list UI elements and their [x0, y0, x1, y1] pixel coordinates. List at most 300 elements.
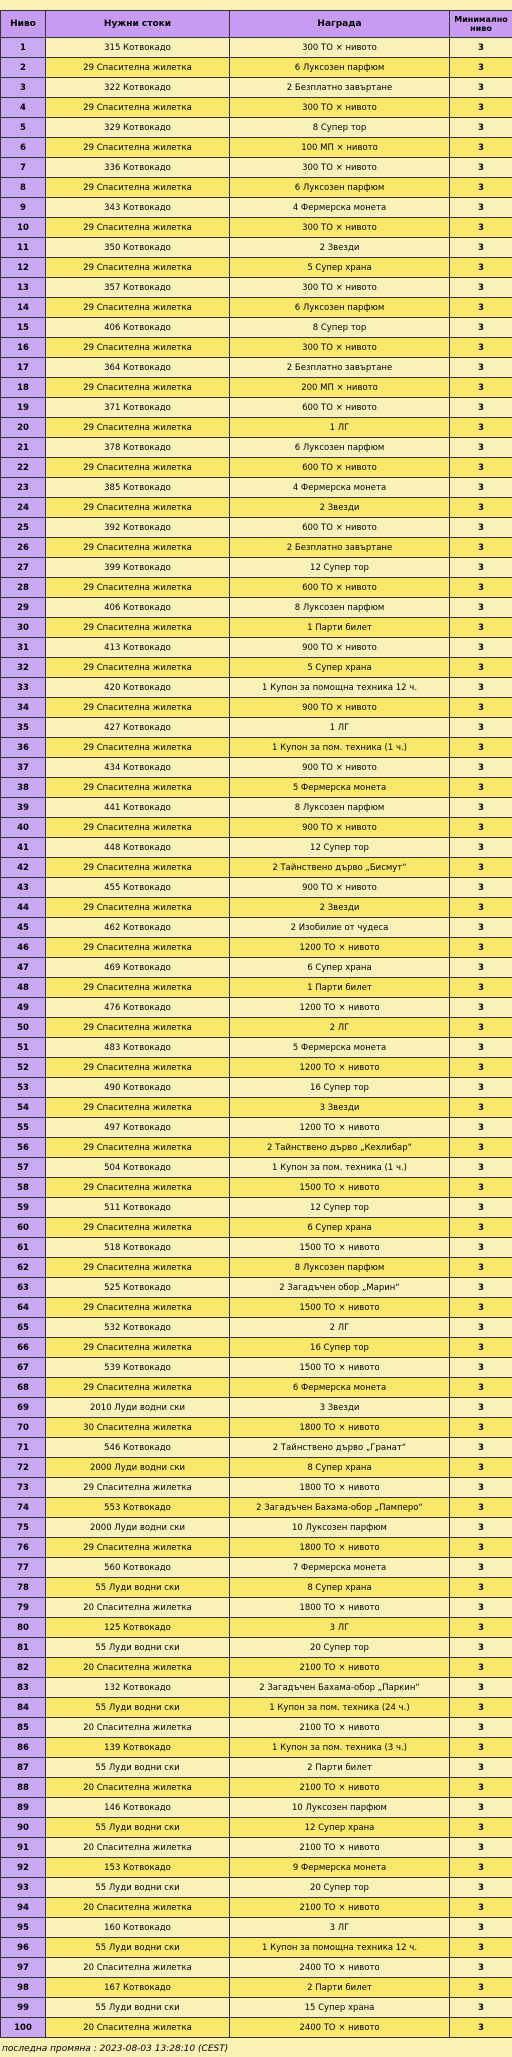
- reward-cell: 1 Купон за пом. техника (24 ч.): [230, 1698, 450, 1718]
- min-level-cell: 3: [450, 1158, 512, 1178]
- table-row: [1, 1818, 512, 1838]
- goods-cell: 20 Спасителна жилетка: [46, 1778, 230, 1798]
- min-level-cell: 3: [450, 258, 512, 278]
- level-cell: 84: [1, 1698, 46, 1718]
- header-min-level: Минимално ниво: [450, 11, 512, 38]
- min-level-cell: 3: [450, 418, 512, 438]
- table-row: [1, 2018, 512, 2038]
- level-cell: 18: [1, 378, 46, 398]
- table-row: [1, 98, 512, 118]
- min-level-cell: 3: [450, 1598, 512, 1618]
- level-cell: 42: [1, 858, 46, 878]
- goods-cell: 448 Котвокадо: [46, 838, 230, 858]
- reward-cell: 300 ТО × нивото: [230, 278, 450, 298]
- level-cell: 100: [1, 2018, 46, 2038]
- goods-cell: 30 Спасителна жилетка: [46, 1418, 230, 1438]
- level-cell: 17: [1, 358, 46, 378]
- min-level-cell: 3: [450, 1038, 512, 1058]
- level-cell: 79: [1, 1598, 46, 1618]
- level-cell: 60: [1, 1218, 46, 1238]
- goods-cell: 420 Котвокадо: [46, 678, 230, 698]
- table-row: [1, 238, 512, 258]
- table-row: [1, 578, 512, 598]
- reward-cell: 300 ТО × нивото: [230, 218, 450, 238]
- level-cell: 89: [1, 1798, 46, 1818]
- reward-cell: 8 Луксозен парфюм: [230, 798, 450, 818]
- min-level-cell: 3: [450, 1058, 512, 1078]
- reward-cell: 2 Безплатно завъртане: [230, 538, 450, 558]
- reward-cell: 2100 ТО × нивото: [230, 1778, 450, 1798]
- min-level-cell: 3: [450, 1078, 512, 1098]
- goods-cell: 29 Спасителна жилетка: [46, 1098, 230, 1118]
- goods-cell: 20 Спасителна жилетка: [46, 1898, 230, 1918]
- goods-cell: 462 Котвокадо: [46, 918, 230, 938]
- reward-cell: 300 ТО × нивото: [230, 98, 450, 118]
- table-row: [1, 958, 512, 978]
- table-row: [1, 538, 512, 558]
- min-level-cell: 3: [450, 78, 512, 98]
- goods-cell: 20 Спасителна жилетка: [46, 1838, 230, 1858]
- min-level-cell: 3: [450, 1658, 512, 1678]
- reward-cell: 6 Луксозен парфюм: [230, 438, 450, 458]
- min-level-cell: 3: [450, 1498, 512, 1518]
- goods-cell: 29 Спасителна жилетка: [46, 418, 230, 438]
- goods-cell: 29 Спасителна жилетка: [46, 978, 230, 998]
- table-row: [1, 1958, 512, 1978]
- table-row: [1, 498, 512, 518]
- reward-cell: 3 ЛГ: [230, 1918, 450, 1938]
- table-row: [1, 1238, 512, 1258]
- reward-cell: 900 ТО × нивото: [230, 758, 450, 778]
- level-cell: 29: [1, 598, 46, 618]
- min-level-cell: 3: [450, 938, 512, 958]
- table-row: [1, 1118, 512, 1138]
- table-row: [1, 1658, 512, 1678]
- table-row: [1, 1858, 512, 1878]
- goods-cell: 29 Спасителна жилетка: [46, 818, 230, 838]
- level-cell: 35: [1, 718, 46, 738]
- level-cell: 74: [1, 1498, 46, 1518]
- table-row: [1, 1258, 512, 1278]
- goods-cell: 378 Котвокадо: [46, 438, 230, 458]
- goods-cell: 525 Котвокадо: [46, 1278, 230, 1298]
- goods-cell: 55 Луди водни ски: [46, 1698, 230, 1718]
- level-cell: 57: [1, 1158, 46, 1178]
- goods-cell: 434 Котвокадо: [46, 758, 230, 778]
- min-level-cell: 3: [450, 1578, 512, 1598]
- table-row: [1, 1738, 512, 1758]
- goods-cell: 55 Луди водни ски: [46, 1938, 230, 1958]
- reward-cell: 900 ТО × нивото: [230, 638, 450, 658]
- table-row: [1, 1558, 512, 1578]
- goods-cell: 427 Котвокадо: [46, 718, 230, 738]
- goods-cell: 455 Котвокадо: [46, 878, 230, 898]
- table-row: [1, 1078, 512, 1098]
- level-cell: 32: [1, 658, 46, 678]
- level-cell: 86: [1, 1738, 46, 1758]
- level-cell: 43: [1, 878, 46, 898]
- min-level-cell: 3: [450, 478, 512, 498]
- table-row: [1, 1458, 512, 1478]
- reward-cell: 1500 ТО × нивото: [230, 1298, 450, 1318]
- table-row: [1, 718, 512, 738]
- min-level-cell: 3: [450, 1758, 512, 1778]
- reward-cell: 2 Безплатно завъртане: [230, 78, 450, 98]
- min-level-cell: 3: [450, 598, 512, 618]
- table-header-row: [1, 11, 512, 38]
- reward-cell: 300 ТО × нивото: [230, 338, 450, 358]
- level-cell: 50: [1, 1018, 46, 1038]
- min-level-cell: 3: [450, 678, 512, 698]
- min-level-cell: 3: [450, 778, 512, 798]
- goods-cell: 350 Котвокадо: [46, 238, 230, 258]
- goods-cell: 2000 Луди водни ски: [46, 1518, 230, 1538]
- level-cell: 99: [1, 1998, 46, 2018]
- min-level-cell: 3: [450, 1018, 512, 1038]
- goods-cell: 167 Котвокадо: [46, 1978, 230, 1998]
- reward-cell: 6 Луксозен парфюм: [230, 298, 450, 318]
- goods-cell: 29 Спасителна жилетка: [46, 1018, 230, 1038]
- level-cell: 72: [1, 1458, 46, 1478]
- level-cell: 31: [1, 638, 46, 658]
- table-row: [1, 1338, 512, 1358]
- table-row: [1, 258, 512, 278]
- reward-cell: 12 Супер тор: [230, 838, 450, 858]
- min-level-cell: 3: [450, 1878, 512, 1898]
- reward-cell: 2 Звезди: [230, 498, 450, 518]
- min-level-cell: 3: [450, 238, 512, 258]
- reward-cell: 2 Тайнствено дърво „Кехлибар“: [230, 1138, 450, 1158]
- min-level-cell: 3: [450, 98, 512, 118]
- goods-cell: 29 Спасителна жилетка: [46, 1058, 230, 1078]
- min-level-cell: 3: [450, 1558, 512, 1578]
- level-cell: 98: [1, 1978, 46, 1998]
- level-cell: 59: [1, 1198, 46, 1218]
- level-cell: 36: [1, 738, 46, 758]
- level-cell: 85: [1, 1718, 46, 1738]
- min-level-cell: 3: [450, 958, 512, 978]
- table-row: [1, 1138, 512, 1158]
- level-cell: 62: [1, 1258, 46, 1278]
- level-cell: 27: [1, 558, 46, 578]
- table-row: [1, 338, 512, 358]
- level-cell: 26: [1, 538, 46, 558]
- table-row: [1, 1918, 512, 1938]
- goods-cell: 29 Спасителна жилетка: [46, 1138, 230, 1158]
- level-cell: 25: [1, 518, 46, 538]
- reward-cell: 1 ЛГ: [230, 418, 450, 438]
- table-row: [1, 938, 512, 958]
- table-row: [1, 558, 512, 578]
- table-row: [1, 1438, 512, 1458]
- min-level-cell: 3: [450, 538, 512, 558]
- goods-cell: 55 Луди водни ски: [46, 1758, 230, 1778]
- reward-cell: 1200 ТО × нивото: [230, 938, 450, 958]
- reward-cell: 8 Супер тор: [230, 318, 450, 338]
- min-level-cell: 3: [450, 638, 512, 658]
- goods-cell: 29 Спасителна жилетка: [46, 778, 230, 798]
- table-row: [1, 118, 512, 138]
- level-cell: 92: [1, 1858, 46, 1878]
- reward-cell: 100 МП × нивото: [230, 138, 450, 158]
- min-level-cell: 3: [450, 178, 512, 198]
- min-level-cell: 3: [450, 1358, 512, 1378]
- reward-cell: 6 Фермерска монета: [230, 1378, 450, 1398]
- goods-cell: 55 Луди водни ски: [46, 1578, 230, 1598]
- min-level-cell: 3: [450, 1318, 512, 1338]
- table-row: [1, 1038, 512, 1058]
- goods-cell: 20 Спасителна жилетка: [46, 1598, 230, 1618]
- level-cell: 10: [1, 218, 46, 238]
- level-cell: 58: [1, 1178, 46, 1198]
- goods-cell: 476 Котвокадо: [46, 998, 230, 1018]
- goods-cell: 2000 Луди водни ски: [46, 1458, 230, 1478]
- reward-cell: 2100 ТО × нивото: [230, 1898, 450, 1918]
- table-row: [1, 198, 512, 218]
- goods-cell: 55 Луди водни ски: [46, 1818, 230, 1838]
- table-row: [1, 1618, 512, 1638]
- level-cell: 70: [1, 1418, 46, 1438]
- level-cell: 83: [1, 1678, 46, 1698]
- goods-cell: 55 Луди водни ски: [46, 1998, 230, 2018]
- min-level-cell: 3: [450, 738, 512, 758]
- reward-cell: 7 Фермерска монета: [230, 1558, 450, 1578]
- goods-cell: 511 Котвокадо: [46, 1198, 230, 1218]
- min-level-cell: 3: [450, 1398, 512, 1418]
- level-cell: 95: [1, 1918, 46, 1938]
- reward-cell: 600 ТО × нивото: [230, 518, 450, 538]
- table-row: [1, 618, 512, 638]
- min-level-cell: 3: [450, 1838, 512, 1858]
- table-row: [1, 1758, 512, 1778]
- goods-cell: 29 Спасителна жилетка: [46, 178, 230, 198]
- min-level-cell: 3: [450, 558, 512, 578]
- min-level-cell: 3: [450, 378, 512, 398]
- level-cell: 49: [1, 998, 46, 1018]
- goods-cell: 55 Луди водни ски: [46, 1878, 230, 1898]
- reward-cell: 900 ТО × нивото: [230, 698, 450, 718]
- reward-cell: 1 Парти билет: [230, 618, 450, 638]
- reward-cell: 2 Тайнствено дърво „Бисмут“: [230, 858, 450, 878]
- reward-cell: 16 Супер тор: [230, 1338, 450, 1358]
- level-cell: 44: [1, 898, 46, 918]
- table-row: [1, 1638, 512, 1658]
- min-level-cell: 3: [450, 978, 512, 998]
- goods-cell: 29 Спасителна жилетка: [46, 138, 230, 158]
- goods-cell: 497 Котвокадо: [46, 1118, 230, 1138]
- level-cell: 22: [1, 458, 46, 478]
- table-row: [1, 898, 512, 918]
- table-row: [1, 1398, 512, 1418]
- table-row: [1, 1218, 512, 1238]
- level-cell: 47: [1, 958, 46, 978]
- min-level-cell: 3: [450, 518, 512, 538]
- min-level-cell: 3: [450, 1818, 512, 1838]
- reward-cell: 900 ТО × нивото: [230, 818, 450, 838]
- goods-cell: 329 Котвокадо: [46, 118, 230, 138]
- min-level-cell: 3: [450, 1698, 512, 1718]
- table-row: [1, 478, 512, 498]
- level-cell: 9: [1, 198, 46, 218]
- reward-cell: 1500 ТО × нивото: [230, 1238, 450, 1258]
- min-level-cell: 3: [450, 358, 512, 378]
- table-row: [1, 1938, 512, 1958]
- table-row: [1, 1198, 512, 1218]
- min-level-cell: 3: [450, 1718, 512, 1738]
- goods-cell: 357 Котвокадо: [46, 278, 230, 298]
- level-cell: 91: [1, 1838, 46, 1858]
- table-row: [1, 798, 512, 818]
- min-level-cell: 3: [450, 1118, 512, 1138]
- table-row: [1, 758, 512, 778]
- table-row: [1, 158, 512, 178]
- reward-cell: 2 Парти билет: [230, 1978, 450, 1998]
- goods-cell: 322 Котвокадо: [46, 78, 230, 98]
- goods-cell: 29 Спасителна жилетка: [46, 58, 230, 78]
- reward-cell: 1 Купон за помощна техника 12 ч.: [230, 678, 450, 698]
- table-row: [1, 1318, 512, 1338]
- reward-cell: 12 Супер тор: [230, 558, 450, 578]
- level-cell: 90: [1, 1818, 46, 1838]
- table-row: [1, 1058, 512, 1078]
- goods-cell: 132 Котвокадо: [46, 1678, 230, 1698]
- goods-cell: 29 Спасителна жилетка: [46, 658, 230, 678]
- level-cell: 71: [1, 1438, 46, 1458]
- table-row: [1, 58, 512, 78]
- table-row: [1, 858, 512, 878]
- min-level-cell: 3: [450, 118, 512, 138]
- reward-cell: 2 ЛГ: [230, 1318, 450, 1338]
- table-row: [1, 1698, 512, 1718]
- min-level-cell: 3: [450, 798, 512, 818]
- level-cell: 39: [1, 798, 46, 818]
- goods-cell: 364 Котвокадо: [46, 358, 230, 378]
- reward-cell: 5 Фермерска монета: [230, 1038, 450, 1058]
- table-row: [1, 1838, 512, 1858]
- min-level-cell: 3: [450, 1998, 512, 2018]
- goods-cell: 29 Спасителна жилетка: [46, 1258, 230, 1278]
- goods-cell: 336 Котвокадо: [46, 158, 230, 178]
- reward-cell: 2100 ТО × нивото: [230, 1718, 450, 1738]
- goods-cell: 29 Спасителна жилетка: [46, 738, 230, 758]
- level-cell: 3: [1, 78, 46, 98]
- min-level-cell: 3: [450, 818, 512, 838]
- table-row: [1, 838, 512, 858]
- min-level-cell: 3: [450, 1198, 512, 1218]
- level-cell: 81: [1, 1638, 46, 1658]
- reward-cell: 1 Купон за пом. техника (3 ч.): [230, 1738, 450, 1758]
- table-row: [1, 1798, 512, 1818]
- min-level-cell: 3: [450, 658, 512, 678]
- goods-cell: 125 Котвокадо: [46, 1618, 230, 1638]
- goods-cell: 29 Спасителна жилетка: [46, 858, 230, 878]
- goods-cell: 539 Котвокадо: [46, 1358, 230, 1378]
- table-row: [1, 1598, 512, 1618]
- goods-cell: 29 Спасителна жилетка: [46, 1178, 230, 1198]
- min-level-cell: 3: [450, 1958, 512, 1978]
- table-row: [1, 1418, 512, 1438]
- level-cell: 51: [1, 1038, 46, 1058]
- goods-cell: 343 Котвокадо: [46, 198, 230, 218]
- table-row: [1, 1878, 512, 1898]
- reward-cell: 16 Супер тор: [230, 1078, 450, 1098]
- reward-cell: 8 Луксозен парфюм: [230, 598, 450, 618]
- reward-cell: 2100 ТО × нивото: [230, 1658, 450, 1678]
- table-row: [1, 138, 512, 158]
- table-row: [1, 1498, 512, 1518]
- level-cell: 14: [1, 298, 46, 318]
- reward-cell: 2 Тайнствено дърво „Гранат“: [230, 1438, 450, 1458]
- reward-cell: 15 Супер храна: [230, 1998, 450, 2018]
- min-level-cell: 3: [450, 318, 512, 338]
- reward-cell: 1 Купон за помощна техника 12 ч.: [230, 1938, 450, 1958]
- level-cell: 1: [1, 38, 46, 58]
- min-level-cell: 3: [450, 718, 512, 738]
- reward-cell: 1800 ТО × нивото: [230, 1598, 450, 1618]
- level-cell: 68: [1, 1378, 46, 1398]
- reward-cell: 1200 ТО × нивото: [230, 1118, 450, 1138]
- table-row: [1, 78, 512, 98]
- table-row: [1, 598, 512, 618]
- level-cell: 20: [1, 418, 46, 438]
- min-level-cell: 3: [450, 1518, 512, 1538]
- min-level-cell: 3: [450, 898, 512, 918]
- table-body: [1, 38, 512, 2038]
- table-row: [1, 818, 512, 838]
- min-level-cell: 3: [450, 58, 512, 78]
- min-level-cell: 3: [450, 1218, 512, 1238]
- goods-cell: 20 Спасителна жилетка: [46, 1718, 230, 1738]
- goods-cell: 406 Котвокадо: [46, 598, 230, 618]
- min-level-cell: 3: [450, 1938, 512, 1958]
- table-row: [1, 1378, 512, 1398]
- level-cell: 7: [1, 158, 46, 178]
- min-level-cell: 3: [450, 1098, 512, 1118]
- header-reward: Награда: [230, 11, 450, 38]
- level-cell: 19: [1, 398, 46, 418]
- goods-cell: 29 Спасителна жилетка: [46, 1478, 230, 1498]
- min-level-cell: 3: [450, 1638, 512, 1658]
- min-level-cell: 3: [450, 1338, 512, 1358]
- level-cell: 41: [1, 838, 46, 858]
- level-cell: 23: [1, 478, 46, 498]
- level-cell: 69: [1, 1398, 46, 1418]
- level-cell: 96: [1, 1938, 46, 1958]
- goods-cell: 2010 Луди водни ски: [46, 1398, 230, 1418]
- goods-cell: 29 Спасителна жилетка: [46, 938, 230, 958]
- level-cell: 78: [1, 1578, 46, 1598]
- level-cell: 75: [1, 1518, 46, 1538]
- min-level-cell: 3: [450, 1438, 512, 1458]
- level-cell: 15: [1, 318, 46, 338]
- level-cell: 65: [1, 1318, 46, 1338]
- min-level-cell: 3: [450, 338, 512, 358]
- goods-cell: 399 Котвокадо: [46, 558, 230, 578]
- table-row: [1, 318, 512, 338]
- table-row: [1, 738, 512, 758]
- table-row: [1, 1978, 512, 1998]
- reward-cell: 2 Загадъчен Бахама-обор „Памперо“: [230, 1498, 450, 1518]
- reward-cell: 2 Звезди: [230, 898, 450, 918]
- goods-cell: 29 Спасителна жилетка: [46, 258, 230, 278]
- reward-cell: 900 ТО × нивото: [230, 878, 450, 898]
- min-level-cell: 3: [450, 1538, 512, 1558]
- reward-cell: 4 Фермерска монета: [230, 478, 450, 498]
- min-level-cell: 3: [450, 1858, 512, 1878]
- goods-cell: 20 Спасителна жилетка: [46, 1658, 230, 1678]
- min-level-cell: 3: [450, 38, 512, 58]
- min-level-cell: 3: [450, 498, 512, 518]
